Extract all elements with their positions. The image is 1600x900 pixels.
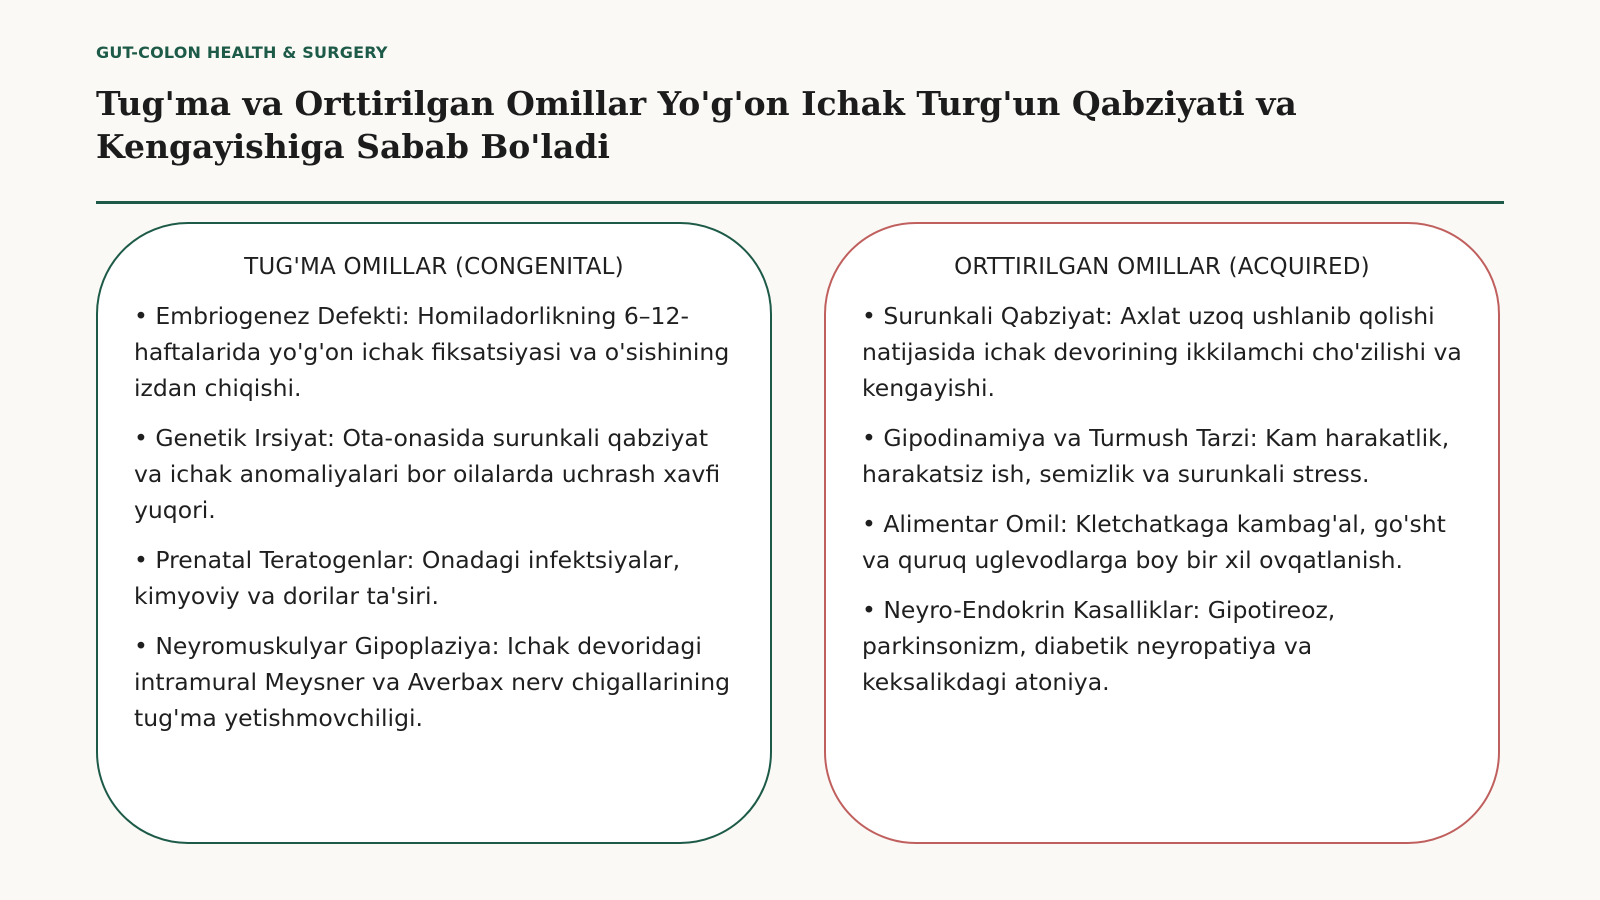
section-kicker: GUT-COLON HEALTH & SURGERY	[96, 43, 388, 62]
title-divider	[96, 201, 1504, 204]
acquired-item-lifestyle: • Gipodinamiya va Turmush Tarzi: Kam harakatlik, harakatsiz ish, semizlik va surunkali stress.	[862, 424, 1450, 488]
congenital-item-embryogenesis: • Embriogenez Defekti: Homiladorlikning 6–12-haftalarida yo'g'on ichak fiksatsiyasi va o'sishining izdan chiqishi.	[134, 302, 730, 402]
congenital-card-title: TUG'MA OMILLAR (CONGENITAL)	[244, 254, 624, 280]
acquired-factors-card	[824, 222, 1500, 844]
acquired-card-title: ORTTIRILGAN OMILLAR (ACQUIRED)	[954, 254, 1370, 280]
page-title: Tug'ma va Orttirilgan Omillar Yo'g'on Ichak Turg'un Qabziyati va Kengayishiga Sabab Bo'ladi	[96, 84, 1297, 166]
acquired-item-diet: • Alimentar Omil: Kletchatkaga kambag'al, go'sht va quruq uglevodlarga boy bir xil ovqatlanish.	[862, 510, 1446, 574]
acquired-item-neuroendocrine: • Neyro-Endokrin Kasalliklar: Gipotireoz, parkinsonizm, diabetik neyropatiya va keksalikdagi atoniya.	[862, 596, 1336, 696]
congenital-item-prenatal: • Prenatal Teratogenlar: Onadagi infektsiyalar, kimyoviy va dorilar ta'siri.	[134, 546, 681, 610]
congenital-item-genetic: • Genetik Irsiyat: Ota-onasida surunkali qabziyat va ichak anomaliyalari bor oilalarda uchrash xavfi yuqori.	[134, 424, 721, 524]
congenital-item-neuromuscular: • Neyromuskulyar Gipoplaziya: Ichak devoridagi intramural Meysner va Averbax nerv chigallarining tug'ma yetishmovchiligi.	[134, 632, 731, 732]
acquired-item-constipation: • Surunkali Qabziyat: Axlat uzoq ushlanib qolishi natijasida ichak devorining ikkilamchi cho'zilishi va kengayishi.	[862, 302, 1462, 402]
congenital-factors-card	[96, 222, 772, 844]
